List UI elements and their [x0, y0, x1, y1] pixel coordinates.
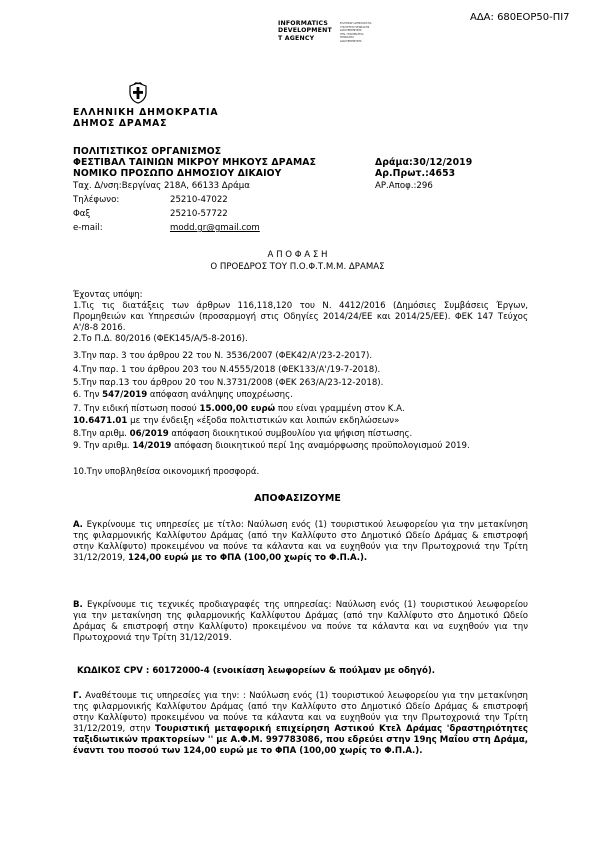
- email-link[interactable]: modd.gr@gmail.com: [170, 223, 260, 233]
- section-g: [73, 691, 528, 756]
- org-line-1: ΠΟΛΙΤΙΣΤΙΚΟΣ ΟΡΓΑΝΙΣΜΟΣ: [73, 146, 222, 157]
- logo-line-2: DEVELOPMENT: [278, 27, 332, 35]
- cpv-code: ΚΩΔΙΚΟΣ CPV : 60172000-4 (ενοικίαση λεωφορείων & πούλμαν με οδηγό).: [77, 666, 436, 676]
- informatics-agency-logo: [278, 20, 398, 64]
- item-6-number: 547/2019: [102, 390, 148, 400]
- section-a-letter: Α.: [73, 520, 83, 530]
- section-a-amount: 124,00 ευρώ με το ΦΠΑ (100,00 χωρίς το Φ.Π.Α.).: [128, 552, 368, 563]
- decision-number: ΑΡ.Αποφ.:296: [375, 181, 433, 191]
- logo-line-1: INFORMATICS: [278, 20, 329, 27]
- org-line-2: ΦΕΣΤΙΒΑΛ ΤΑΙΝΙΩΝ ΜΙΚΡΟΥ ΜΗΚΟΥΣ ΔΡΑΜΑΣ: [73, 157, 317, 168]
- logo-small-line-3: ΔΙΑΚΥΒΕΡΝΗΣΗΣ: [340, 29, 362, 33]
- considering-item-2: 2.Το Π.Δ. 80/2016 (ΦΕΚ145/Α/5-8-2016).: [73, 334, 248, 344]
- republic-title: ΕΛΛΗΝΙΚΗ ΔΗΜΟΚΡΑΤΙΑ: [73, 107, 219, 118]
- considering-item-5: 5.Την παρ.13 του άρθρου 20 του Ν.3731/2008 (ΦΕΚ 263/Α/23-12-2018).: [73, 378, 384, 388]
- considering-item-10: 10.Την υποβληθείσα οικονομική προσφορά.: [73, 467, 260, 477]
- item-6-post: απόφαση ανάληψης υποχρέωσης.: [147, 390, 293, 400]
- president-heading: Ο ΠΡΟΕΔΡΟΣ ΤΟΥ Π.Ο.Φ.Τ.Μ.Μ. ΔΡΑΜΑΣ: [210, 262, 385, 272]
- logo-small-line-2: ΥΠΟΥΡΓΕΙΟ ΨΗΦΙΑΚΗΣ: [340, 25, 370, 29]
- phone-label: Τηλέφωνο:: [73, 195, 120, 205]
- logo-small-text: [340, 22, 372, 44]
- logo-small-line-1: ΕΛΛΗΝΙΚΗ ΔΗΜΟΚΡΑΤΙΑ: [340, 22, 372, 25]
- item-8-pre: 8.Την αριθμ.: [73, 429, 130, 439]
- item-8-post: απόφαση διοικητικού συμβουλίου για ψήφιση πίστωσης.: [168, 429, 413, 439]
- item-7-pre: 7. Την ειδική πίστωση ποσού: [73, 404, 200, 414]
- item-7b-post: με την ένδειξη «έξοδα πολιτιστικών και λοιπών εκδηλώσεων»: [127, 416, 400, 426]
- address-label: Ταχ. Δ/νση:: [73, 181, 122, 191]
- address-row: [73, 181, 250, 192]
- item-9-number: 14/2019: [132, 441, 172, 451]
- considering-item-1: 1.Τις τις διατάξεις των άρθρων 116,118,120 του Ν. 4412/2016 (Δημόσιες Συμβάσεις Έργων, Προμηθειών και Υπηρεσιών (προσαρμογή στις Οδηγίες 2014/24/ΕΕ και 2014/25/ΕΕ). ΦΕΚ 147 Τεύχος Α'/8-8 2016.: [73, 301, 528, 333]
- item-8-number: 06/2019: [129, 429, 169, 439]
- item-7-post: που είναι γραμμένη στον Κ.Α.: [275, 404, 405, 414]
- protocol-number: Αρ.Πρωτ.:4653: [375, 168, 456, 179]
- section-b: [73, 600, 528, 644]
- section-g-letter: Γ.: [73, 691, 82, 701]
- email-label: e-mail:: [73, 223, 103, 233]
- logo-small-line-6: ΔΙΑΚΥΒΕΡΝΗΣΗΣ: [340, 39, 362, 43]
- section-g-text: Αναθέτουμε τις υπηρεσίες για την: : Ναύλωση ενός (1) τουριστικού λεωφορείου για την μετακίνηση της φιλαρμονικής Καλλίφυτου Δράμας (από την Καλλίφυτο στο Δημοτικό Ωδείο Δράμας & επιστροφή στην Καλλίφυτο) προκειμένου να πούνε τα κάλαντα και να ευχηθούν για την Πρωτοχρονιά την Τρίτη 31/12/2019, στην: [73, 691, 528, 734]
- considering-item-6: [73, 390, 528, 401]
- org-line-3: ΝΟΜΙΚΟ ΠΡΟΣΩΠΟ ΔΗΜΟΣΙΟΥ ΔΙΚΑΙΟΥ: [73, 168, 282, 179]
- decision-heading: Α Π Ο Φ Α Σ Η: [267, 250, 328, 260]
- logo-text: [278, 20, 332, 42]
- logo-small-line-4: ΓΕΝ. ΓΡΑΜΜΑΤΕΙΑ: [340, 32, 364, 36]
- address-value: Βεργίνας 218Α, 66133 Δράμα: [121, 181, 250, 191]
- considering-item-7: [73, 404, 528, 415]
- section-a: [73, 520, 528, 564]
- considering-item-9: [73, 441, 528, 452]
- fax-value: 25210-57722: [170, 209, 228, 219]
- item-6-pre: 6. Την: [73, 390, 103, 400]
- considering-item-3: 3.Την παρ. 3 του άρθρου 22 του Ν. 3536/2007 (ΦΕΚ42/Α'/23-2-2017).: [73, 351, 373, 361]
- section-b-letter: Β.: [73, 600, 83, 610]
- item-7-amount: 15.000,00 ευρώ: [199, 404, 276, 414]
- considering-item-4: 4.Την παρ. 1 του άρθρου 203 του Ν.4555/2018 (ΦΕΚ133/Α'/19-7-2018).: [73, 365, 381, 375]
- considering-item-7b: [73, 416, 528, 427]
- item-9-pre: 9. Την αριθμ.: [73, 441, 133, 451]
- section-g-contractor: Τουριστική μεταφορική επιχείρηση Αστικού Κτελ Δράμας 'δραστηριότητες ταξιδιωτικών πρακτορείων '' με Α.Φ.Μ. 997783086, που εδρεύει στην 19ης Μαΐου στη Δράμα, έναντι του ποσού των 124,00 ευρώ με το ΦΠΑ (100,00 χωρίς το Φ.Π.Α.).: [73, 723, 528, 756]
- item-9-post: απόφαση διοικητικού περί 1ης αναμόρφωσης προϋπολογισμού 2019.: [171, 441, 470, 451]
- item-7-account: 10.6471.01: [73, 416, 128, 426]
- greek-emblem-icon: [127, 82, 149, 104]
- section-b-text: Εγκρίνουμε τις τεχνικές προδιαγραφές της υπηρεσίας: Ναύλωση ενός (1) τουριστικού λεωφορείου για την μετακίνηση της φιλαρμονικής Καλλίφυτου Δράμας (από την Καλλίφυτο στο Δημοτικό Ωδείο Δράμας & επιστροφή στην Καλλίφυτο) προκειμένου να πούνε τα κάλαντα και να ευχηθούν για την Πρωτοχρονιά την Τρίτη 31/12/2019.: [73, 600, 528, 643]
- logo-small-line-5: ΨΗΦΙΑΚΗΣ: [340, 36, 354, 40]
- section-a-text: Εγκρίνουμε τις υπηρεσίες με τίτλο: Ναύλωση ενός (1) τουριστικού λεωφορείου για την μετακίνηση της φιλαρμονικής Καλλίφυτου Δράμας (από την Καλλίφυτο στο Δημοτικό Ωδείο Δράμας & επιστροφή στην Καλλίφυτο) προκειμένου να πούνε τα κάλαντα και να ευχηθούν για την Πρωτοχρονιά την Τρίτη 31/12/2019,: [73, 520, 528, 563]
- considering-item-8: [73, 429, 528, 440]
- ada-code: ΑΔΑ: 680ΕΟΡ50-ΠΙ7: [470, 12, 570, 23]
- considering-label: Έχοντας υπόψη:: [73, 290, 143, 300]
- document-date: Δράμα:30/12/2019: [375, 157, 473, 168]
- fax-label: Φαξ: [73, 209, 91, 219]
- phone-value: 25210-47022: [170, 195, 228, 205]
- decide-heading: ΑΠΟΦΑΣΙΖΟΥΜΕ: [254, 493, 341, 504]
- logo-line-3: T AGENCY: [278, 34, 315, 42]
- municipality-title: ΔΗΜΟΣ ΔΡΑΜΑΣ: [73, 118, 168, 129]
